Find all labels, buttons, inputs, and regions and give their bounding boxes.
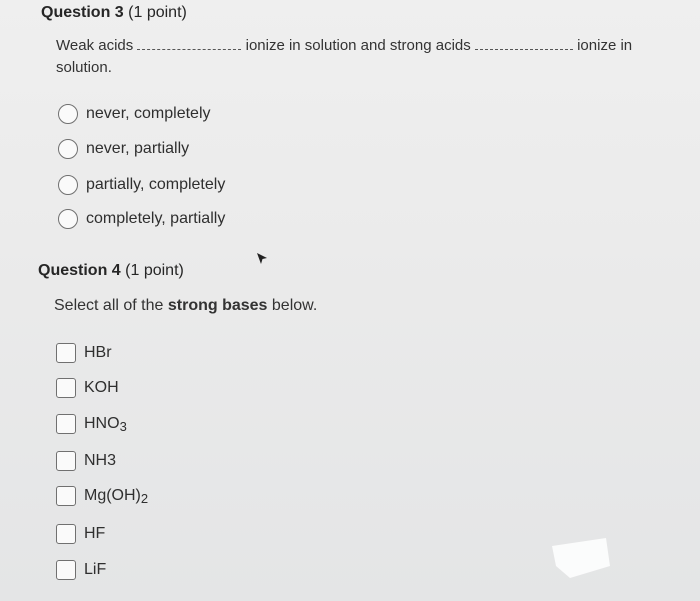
- option-label-subscript: 2: [140, 490, 149, 506]
- stem-part-1: Weak acids: [56, 37, 134, 54]
- prompt-post: below.: [271, 297, 318, 314]
- radio-button[interactable]: [58, 104, 78, 124]
- question-3-label: Question 3: [41, 4, 124, 21]
- stem-part-2: ionize in solution and strong acids: [245, 37, 471, 54]
- q4-option-nh3[interactable]: [56, 451, 116, 471]
- stem-part-3: ionize in: [577, 37, 633, 54]
- checkbox[interactable]: [56, 524, 76, 544]
- question-4-prompt: [54, 297, 317, 315]
- option-label: never, completely: [86, 105, 211, 122]
- checkbox[interactable]: [56, 486, 76, 506]
- option-label: LiF: [84, 561, 107, 578]
- q4-option-hbr[interactable]: [56, 343, 112, 363]
- option-label: completely, partially: [86, 210, 226, 227]
- option-label: never, partially: [86, 140, 190, 157]
- option-label-main: HNO: [84, 414, 120, 432]
- q4-option-hf[interactable]: [56, 524, 105, 544]
- q4-option-lif[interactable]: [56, 560, 106, 580]
- blank-2: [475, 39, 573, 50]
- prompt-bold: strong bases: [167, 297, 268, 314]
- blank-1: [137, 39, 241, 50]
- checkbox[interactable]: [56, 378, 76, 398]
- checkbox[interactable]: [56, 451, 76, 471]
- question-3-points: (1 point): [128, 4, 187, 21]
- q3-option-2[interactable]: [58, 139, 189, 159]
- option-label: KOH: [84, 379, 119, 396]
- mouse-cursor-icon: [255, 252, 269, 266]
- q3-option-1[interactable]: [58, 104, 211, 124]
- question-3-stem-line1: [56, 37, 632, 54]
- question-4-title: [38, 262, 184, 280]
- stem-part-4: solution.: [56, 59, 112, 76]
- option-label: [84, 487, 148, 506]
- option-label: HF: [84, 525, 106, 542]
- checkbox[interactable]: [56, 414, 76, 434]
- option-label: [84, 415, 127, 434]
- prompt-pre: Select all of the: [54, 297, 164, 314]
- radio-button[interactable]: [58, 209, 78, 229]
- screen-glare: [548, 536, 612, 580]
- q3-option-4[interactable]: [58, 209, 225, 229]
- radio-button[interactable]: [58, 175, 78, 195]
- q4-option-mgoh2[interactable]: [56, 486, 148, 506]
- question-4-points: (1 point): [125, 262, 184, 279]
- checkbox[interactable]: [56, 560, 76, 580]
- q4-option-hno3[interactable]: [56, 414, 127, 434]
- checkbox[interactable]: [56, 343, 76, 363]
- q4-option-koh[interactable]: [56, 378, 119, 398]
- question-3-title: [41, 4, 187, 22]
- option-label-subscript: 3: [119, 418, 127, 434]
- option-label: partially, completely: [86, 176, 226, 193]
- radio-button[interactable]: [58, 139, 78, 159]
- option-label: NH3: [84, 452, 117, 469]
- question-4-label: Question 4: [38, 262, 121, 279]
- option-label: HBr: [84, 344, 112, 361]
- option-label-main: Mg(OH): [84, 486, 141, 504]
- q3-option-3[interactable]: [58, 175, 225, 195]
